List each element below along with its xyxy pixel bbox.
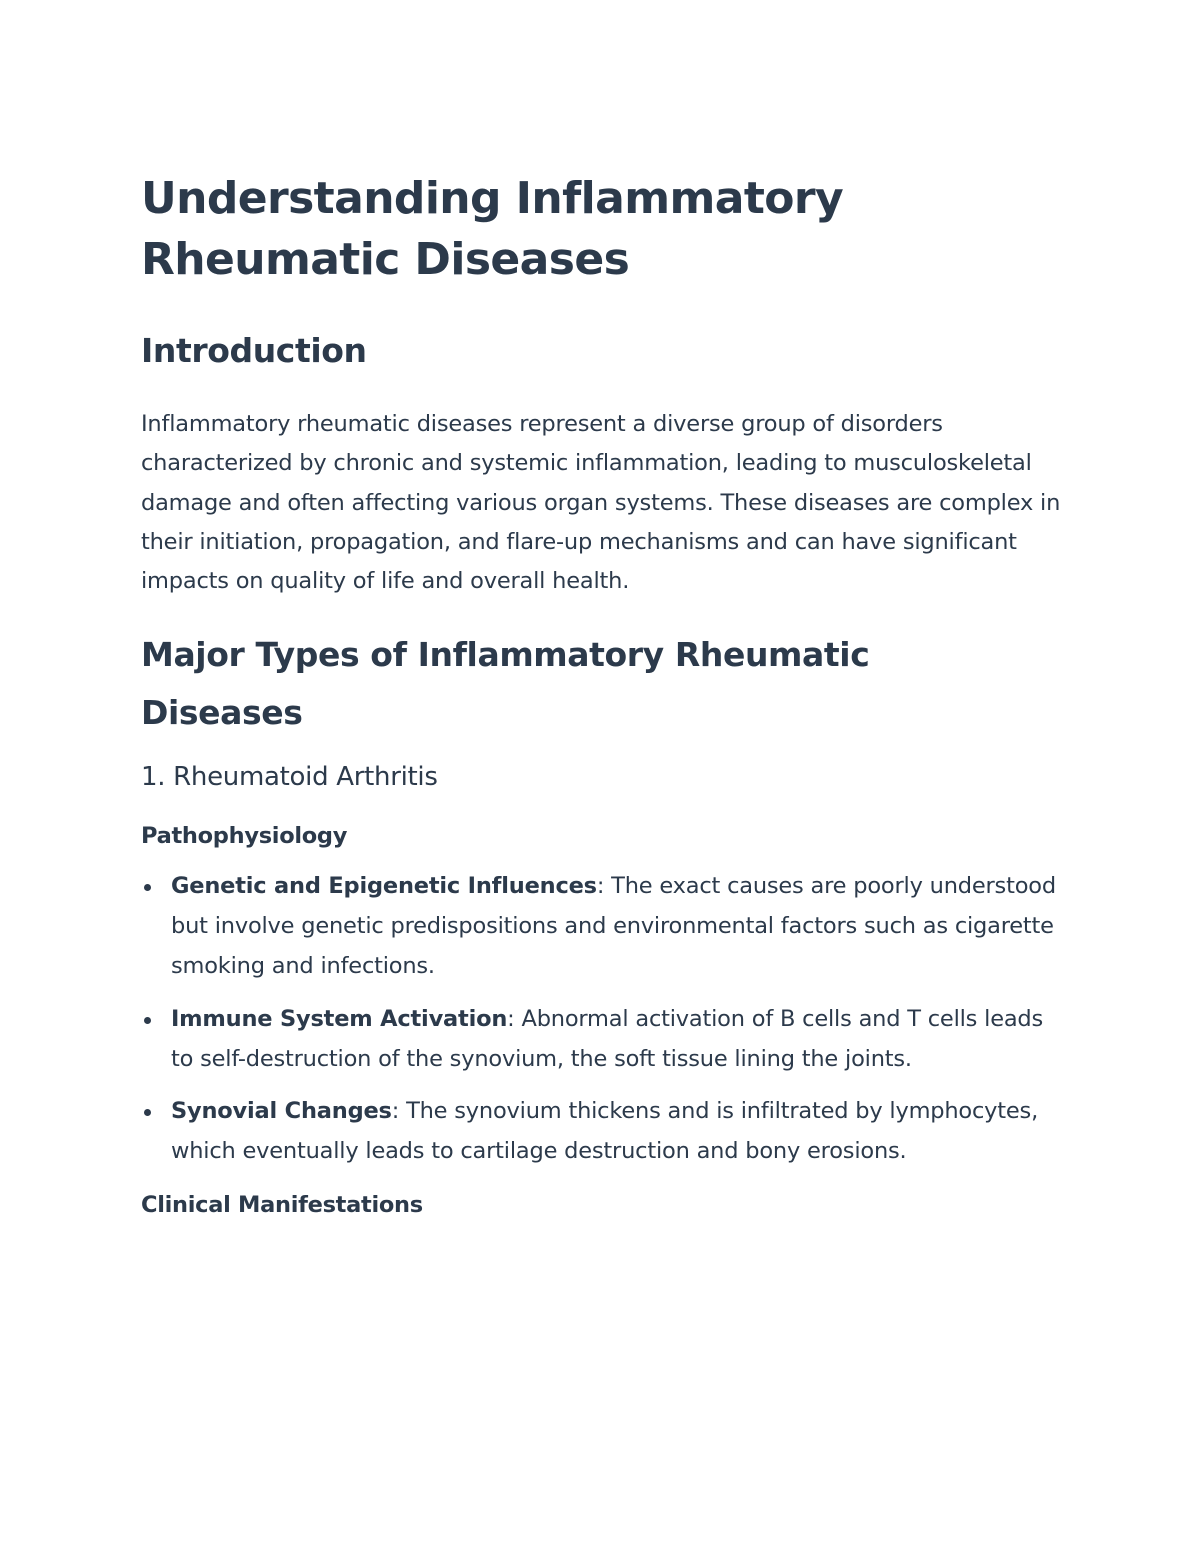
pathophysiology-heading: Pathophysiology: [141, 823, 348, 850]
bullet-icon: [144, 1017, 151, 1024]
introduction-paragraph: Inflammatory rheumatic diseases represent a diverse group of disorders characterized by chronic and systemic inflammation, leading to musculoskeletal damage and often affecting various organ systems. These diseases are complex in their initiation, propagation, and flare-up mechanisms and can have significant impacts on quality of life and overall health.: [141, 411, 1061, 595]
list-item: [141, 1000, 1061, 1080]
list-item: [141, 867, 1061, 986]
document-title: Understanding Inflammatory Rheumatic Diseases: [141, 173, 844, 285]
bullet-text: : The synovium thickens and is infiltrated by lymphocytes, which eventually leads to cartilage destruction and bony erosions.: [171, 1098, 1039, 1165]
bullet-icon: [144, 1109, 151, 1116]
introduction-heading: Introduction: [141, 331, 367, 370]
bullet-term: Immune System Activation: [171, 1005, 508, 1032]
document-page: [141, 168, 1061, 1225]
rheumatoid-arthritis-heading: 1. Rheumatoid Arthritis: [141, 762, 438, 793]
bullet-icon: [144, 884, 151, 891]
list-item: [141, 1092, 1061, 1172]
bullet-term: Synovial Changes: [171, 1098, 392, 1125]
bullet-text: : Abnormal activation of B cells and T cells leads to self-destruction of the synovium, the soft tissue lining the joints.: [171, 1005, 1044, 1072]
bullet-term: Genetic and Epigenetic Influences: [171, 873, 597, 900]
clinical-manifestations-heading: Clinical Manifestations: [141, 1192, 423, 1219]
bullet-text: : The exact causes are poorly understood but involve genetic predispositions and environmental factors such as cigarette smoking and infections.: [171, 873, 1056, 980]
pathophysiology-list: [141, 867, 1061, 1172]
major-types-heading: Major Types of Inflammatory Rheumatic Diseases: [141, 635, 870, 733]
